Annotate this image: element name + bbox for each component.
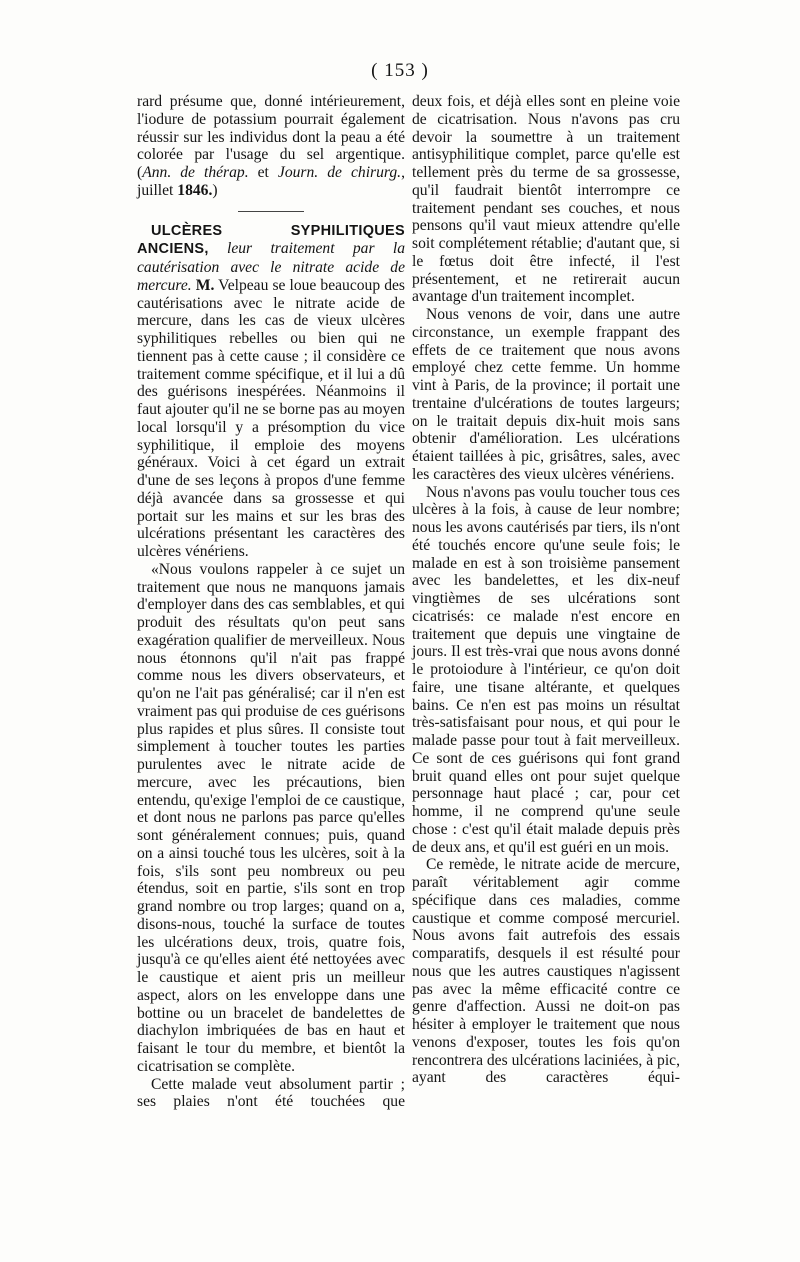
- reference-journal: Journ. de chirurg.: [277, 164, 402, 181]
- paragraph-iodure: [137, 93, 405, 200]
- paragraph-malade: Cette malade veut absolument partir ; ses plaies n'ont été touchées que: [137, 1075, 405, 1111]
- paragraph-quote: «Nous voulons rappeler à ce sujet un traitement que nous ne manquons jamais d'employer dans des cas semblables, et qui produit des résultats qu'on peut sans exagération qualifier de merveilleux. Nous nous étonnons qu'il n'ait pas frappé comme nous les divers observateurs, et qu'on ne l'ait pas généralisé; car il n'en est vraiment pas qui produise de ces guérisons plus rapides et plus sûres. Il consiste tout simplement à toucher toutes les parties purulentes avec le nitrate acide de mercure, avec les précautions, bien entendu, qu'exige l'emploi de ce caustique, et dont nous ne parlons pas parce qu'elles sont généralement connues; puis, quand on a ainsi touché tous les ulcères, soit à la fois, s'ils sont peu nombreux ou peu étendus, soit en partie, s'ils sont en trop grand nombre ou trop larges; quand on a, disons-nous, touché la surface de toutes les ulcérations deux, trois, quatre fois, jusqu'à ce qu'elles aient été nettoyées avec le caustique et aient pris un meilleur aspect, alors on les enveloppe dans une bottine ou un bracelet de bandelettes de diachylon imbriquées de bas en haut et faisant le tour du membre, et bientôt la cicatrisation se complète.: [137, 560, 405, 1075]
- left-column: [137, 93, 405, 1111]
- reference-close: ): [212, 181, 218, 199]
- reference-month: , juillet: [137, 164, 405, 199]
- reference-year: 1846.: [177, 181, 213, 199]
- section-subtitle: leur traitement par la cautérisation avec le nitrate acide de mercure.: [137, 240, 405, 294]
- right-column: [412, 93, 680, 1087]
- paragraph-iodure-text: rard présume que, donné intérieurement, l'iodure de potassium pourrait également réussir sur les individus dont la peau a été colorée par l'usage du sel argentique. (: [137, 93, 405, 181]
- section-heading: ULCÈRES SYPHILITIQUES ANCIENS,: [137, 222, 405, 258]
- reference-annales: Ann. de thérap.: [142, 164, 249, 181]
- section-author: M.: [191, 276, 215, 294]
- paragraph-circonstance: Nous venons de voir, dans une autre circonstance, un exemple frappant des effets de ce traitement que nous avons employé chez cette femme. Un homme vint à Paris, de la province; il portait une trentaine d'ulcérations de toutes largeurs; on le traitait depuis dix-huit mois sans obtenir d'amélioration. Les ulcérations étaient taillées à pic, grisâtres, sales, avec les caractères des vieux ulcères vénériens.: [412, 306, 680, 483]
- paragraph-cicatrisation: deux fois, et déjà elles sont en pleine voie de cicatrisation. Nous n'avons pas cru devoir la soumettre à un traitement antisyphilitique complet, parce qu'elle est tellement près du terme de sa grossesse, qu'il faudrait bientôt interrompre ce traitement pendant ses couches, et nous pensons qu'il vaut mieux attendre qu'elle soit complétement rétablie; d'autant que, si le fœtus doit être infecté, il l'est présentement, et ne retirerait aucun avantage d'un traitement incomplet.: [412, 93, 680, 306]
- section-divider: [238, 211, 304, 212]
- reference-joiner: et: [248, 164, 278, 181]
- page-number: ( 153 ): [371, 60, 429, 81]
- paragraph-ulceres: [137, 222, 405, 561]
- paragraph-ulceres-text: Velpeau se loue beaucoup des cautérisations avec le nitrate acide de mercure, dans les cas de vieux ulcères syphilitiques rebelles ou bien qui ne tiennent pas à cette cause ; il considère ce traitement comme spécifique, et il lui a dû des guérisons inespérées. Néanmoins il faut ajouter qu'il ne se borne pas au moyen local lorsqu'il y a présomption du vice syphilitique, il emploie des moyens généraux. Voici à cet égard un extrait d'une de ses leçons à propos d'une femme déjà avancée dans sa grossesse et qui portait sur les mains et sur les bras des ulcérations présentant les caractères des ulcères vénériens.: [137, 276, 406, 560]
- paragraph-ulceres-toucher: Nous n'avons pas voulu toucher tous ces ulcères à la fois, à cause de leur nombre; nous les avons cautérisés par tiers, ils n'ont été touchés encore qu'une seule fois; le malade en est à son troisième pansement avec les bandelettes, et les dix-neuf vingtièmes de ses ulcérations sont cicatrisés: ce malade n'est encore en traitement que depuis une vingtaine de jours. Il est très-vrai que nous avons donné le protoiodure à l'intérieur, ce qu'on doit faire, une tisane altérante, et quelques bains. Ce n'en est pas moins un résultat très-satisfaisant pour nous, et qui pour le malade passe pour tout à fait merveilleux. Ce sont de ces guérisons qui font grand bruit quand elles ont pour sujet quelque personnage haut placé ; car, pour cet homme, il ne comprend qu'une seule chose : c'est qu'il était malade depuis près de deux ans, et qu'il est guéri en un mois.: [412, 483, 680, 856]
- paragraph-remede: Ce remède, le nitrate acide de mercure, paraît véritablement agir comme spécifique dans ces maladies, comme caustique et comme composé mercuriel. Nous avons fait autrefois des essais comparatifs, desquels il est résulté pour nous que les autres caustiques n'agissent pas avec la même efficacité contre ce genre d'affection. Aussi ne doit-on pas hésiter à employer le traitement que nous venons d'exposer, toutes les fois qu'on rencontrera des ulcérations laciniées, à pic, ayant des caractères équi-: [412, 856, 680, 1087]
